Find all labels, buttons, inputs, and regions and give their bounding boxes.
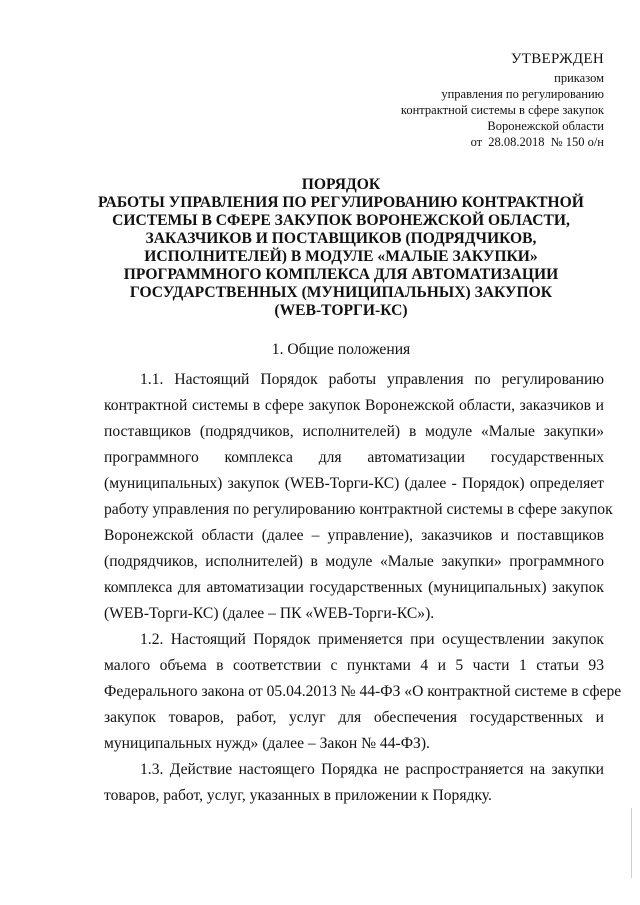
title-line: ПРОГРАММНОГО КОМПЛЕКСА ДЛЯ АВТОМАТИЗАЦИИ [123, 266, 559, 283]
section-heading: 1. Общие положения [271, 341, 411, 358]
text-line: программного комплекса для автоматизации государственных [104, 449, 604, 466]
text-line: контрактной системы в сфере закупок Воронежской области, заказчиков и [104, 397, 604, 414]
text-line: Федерального закона от 05.04.2013 № 44-ФЗ «О контрактной системе в сфере [104, 683, 622, 700]
text-line: (подрядчиков, исполнителей) в модуле «Малые закупки» программного [104, 553, 604, 570]
title-line: (WEB-ТОРГИ-КС) [274, 302, 408, 319]
text-line: комплекса для автоматизации государственных (муниципальных) закупок [104, 579, 604, 596]
paragraph-1-3 [104, 757, 604, 809]
approval-line: управления по регулированию [441, 87, 604, 101]
approved-heading: УТВЕРЖДЕН [510, 51, 604, 67]
text-line: (WEB-Торги-КС) (далее – ПК «WEB-Торги-КС»). [104, 605, 435, 622]
scan-edge-mark [631, 808, 632, 878]
document-title [60, 176, 622, 320]
text-line: Воронежской области (далее – управление), заказчиков и поставщиков [104, 527, 604, 544]
title-line: ПОРЯДОК [301, 176, 381, 193]
text-line: муниципальных нужд» (далее – Закон № 44-ФЗ). [104, 735, 430, 752]
text-line: 1.3. Действие настоящего Порядка не распространяется на закупки [140, 761, 604, 778]
title-line: ИСПОЛНИТЕЛЕЙ) В МОДУЛЕ «МАЛЫЕ ЗАКУПКИ» [144, 248, 538, 265]
approval-line: приказом [554, 71, 604, 85]
paragraph-1-1 [104, 367, 613, 627]
text-line: поставщиков (подрядчиков, исполнителей) в модуле «Малые закупки» [104, 423, 604, 440]
text-line: 1.1. Настоящий Порядок работы управления по регулированию [140, 371, 604, 388]
title-line: ГОСУДАРСТВЕННЫХ (МУНИЦИПАЛЬНЫХ) ЗАКУПОК [129, 284, 553, 301]
text-line: 1.2. Настоящий Порядок применяется при осуществлении закупок [140, 631, 604, 648]
document-body [104, 367, 622, 809]
approval-date-prefix: от [470, 135, 483, 149]
approval-line: Воронежской области [487, 119, 604, 133]
title-line: ЗАКАЗЧИКОВ И ПОСТАВЩИКОВ (ПОДРЯДЧИКОВ, [145, 230, 537, 247]
approval-date-line [401, 134, 604, 150]
paragraph-1-2 [104, 627, 622, 757]
text-line: (муниципальных) закупок (WEB-Торги-КС) (далее - Порядок) определяет [104, 475, 604, 492]
text-line: товаров, работ, услуг, указанных в приложении к Порядку. [104, 787, 492, 804]
approval-stamp [401, 50, 604, 150]
title-line: СИСТЕМЫ В СФЕРЕ ЗАКУПОК ВОРОНЕЖСКОЙ ОБЛАСТИ, [112, 212, 570, 229]
text-line: малого объема в соответствии с пунктами 4 и 5 части 1 статьи 93 [104, 657, 604, 674]
text-line: работу управления по регулированию контрактной системы в сфере закупок [104, 501, 613, 518]
approval-number: № 150 о/н [550, 135, 604, 149]
approval-line: контрактной системы в сфере закупок [400, 103, 604, 117]
title-line: РАБОТЫ УПРАВЛЕНИЯ ПО РЕГУЛИРОВАНИЮ КОНТРАКТНОЙ [98, 194, 584, 211]
text-line: закупок товаров, работ, услуг для обеспечения государственных и [104, 709, 604, 726]
approval-date: 28.08.2018 [488, 135, 545, 149]
